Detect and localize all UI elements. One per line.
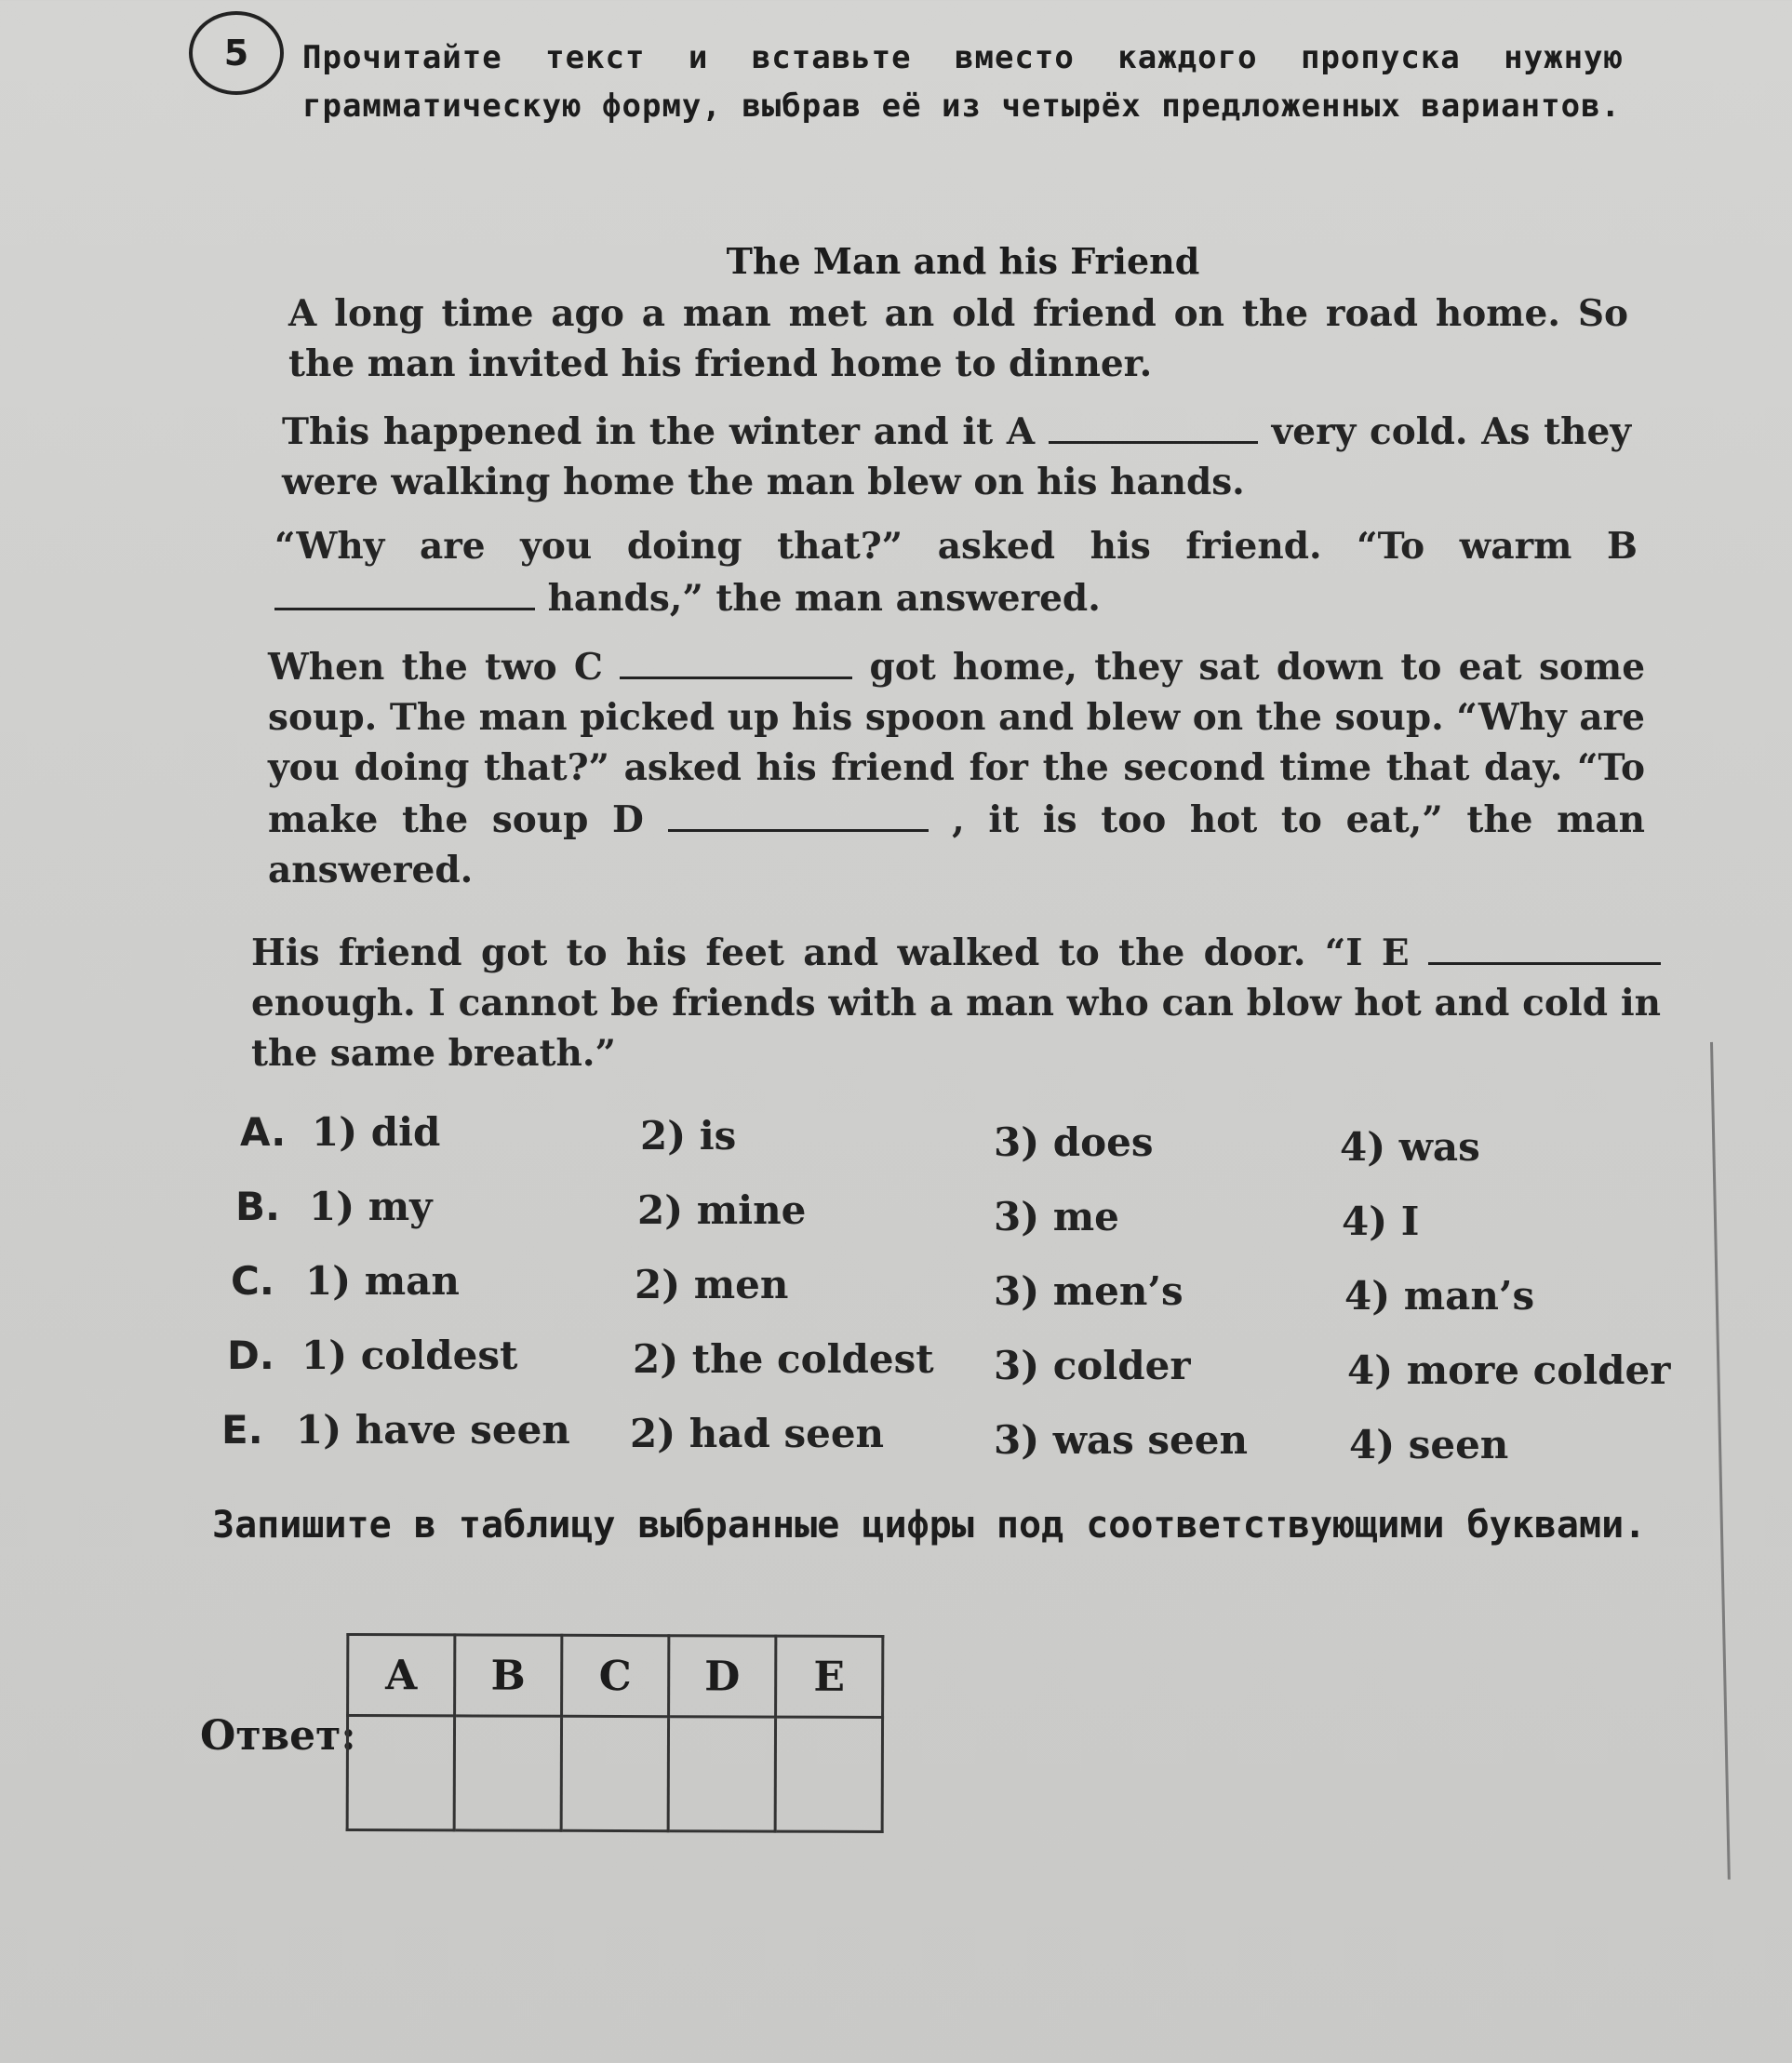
option-d-4[interactable]: 4) more colder — [1347, 1347, 1671, 1393]
table-header-e: E — [776, 1636, 883, 1717]
paragraph-5: His friend got to his feet and walked to the door. “I E enough. I cannot be friends with a man who can blow hot and cold in the same breath.” — [251, 926, 1661, 1078]
option-b-1[interactable]: 1) my — [309, 1184, 433, 1229]
option-e-2[interactable]: 2) had seen — [630, 1411, 885, 1456]
gap-c[interactable] — [620, 640, 852, 679]
option-a-3[interactable]: 3) does — [994, 1119, 1154, 1165]
option-d-3[interactable]: 3) colder — [994, 1343, 1191, 1388]
paragraph-4: When the two C got home, they sat down to eat some soup. The man picked up his spoon and blew on the soup. “Why are you doing that?” asked his friend for the second time that day. “To make the soup D , it is too hot to eat,” the man answered. — [268, 640, 1645, 895]
answer-label: Ответ: — [200, 1712, 356, 1760]
task-number-badge: 5 — [189, 11, 284, 95]
gap-b[interactable] — [274, 571, 535, 610]
option-d-2[interactable]: 2) the coldest — [633, 1336, 934, 1382]
gap-e[interactable] — [1428, 926, 1661, 965]
answer-cell-b[interactable] — [454, 1716, 561, 1830]
option-row-c-letter: C. — [231, 1258, 274, 1304]
table-header-d: D — [669, 1636, 776, 1717]
answer-instruction: Запишите в таблицу выбранные цифры под соответствующими буквами. — [212, 1504, 1647, 1547]
margin-line — [1710, 1042, 1731, 1880]
option-b-3[interactable]: 3) me — [994, 1194, 1119, 1239]
option-c-4[interactable]: 4) man’s — [1344, 1273, 1535, 1319]
task-instruction: Прочитайте текст и вставьте вместо каждого пропуска нужную грамматическую форму, выбрав её из четырёх предложенных вариантов. — [302, 39, 1624, 125]
table-header-c: C — [562, 1635, 669, 1716]
option-e-3[interactable]: 3) was seen — [994, 1417, 1248, 1463]
table-header-a: A — [348, 1634, 455, 1715]
option-row-b-letter: B. — [235, 1184, 280, 1229]
option-a-1[interactable]: 1) did — [312, 1109, 441, 1155]
option-a-2[interactable]: 2) is — [640, 1113, 737, 1159]
option-d-1[interactable]: 1) coldest — [301, 1333, 518, 1378]
table-header-b: B — [455, 1635, 562, 1716]
gap-d[interactable] — [668, 793, 929, 832]
option-e-1[interactable]: 1) have seen — [296, 1407, 570, 1453]
answer-cell-c[interactable] — [561, 1716, 668, 1830]
answer-cell-d[interactable] — [668, 1717, 775, 1831]
option-a-4[interactable]: 4) was — [1340, 1124, 1480, 1170]
option-row-a-letter: A. — [240, 1109, 287, 1155]
paragraph-3: “Why are you doing that?” asked his friend. “To warm B hands,” the man answered. — [274, 525, 1638, 620]
gap-a[interactable] — [1049, 405, 1258, 444]
text-title: The Man and his Friend — [726, 240, 1200, 282]
answer-table — [346, 1633, 885, 1833]
answer-cell-a[interactable] — [347, 1715, 454, 1829]
option-b-4[interactable]: 4) I — [1342, 1199, 1420, 1244]
option-row-e-letter: E. — [221, 1407, 263, 1453]
option-c-1[interactable]: 1) man — [305, 1258, 460, 1304]
option-c-2[interactable]: 2) men — [635, 1262, 789, 1307]
paragraph-1: A long time ago a man met an old friend on the road home. So the man invited his friend home to dinner. — [288, 292, 1628, 385]
option-b-2[interactable]: 2) mine — [637, 1187, 807, 1233]
paragraph-2: This happened in the winter and it A very cold. As they were walking home the man blew on his hands. — [282, 405, 1631, 507]
option-e-4[interactable]: 4) seen — [1349, 1422, 1509, 1467]
option-c-3[interactable]: 3) men’s — [994, 1268, 1184, 1314]
option-row-d-letter: D. — [227, 1333, 274, 1378]
answer-cell-e[interactable] — [775, 1717, 882, 1831]
